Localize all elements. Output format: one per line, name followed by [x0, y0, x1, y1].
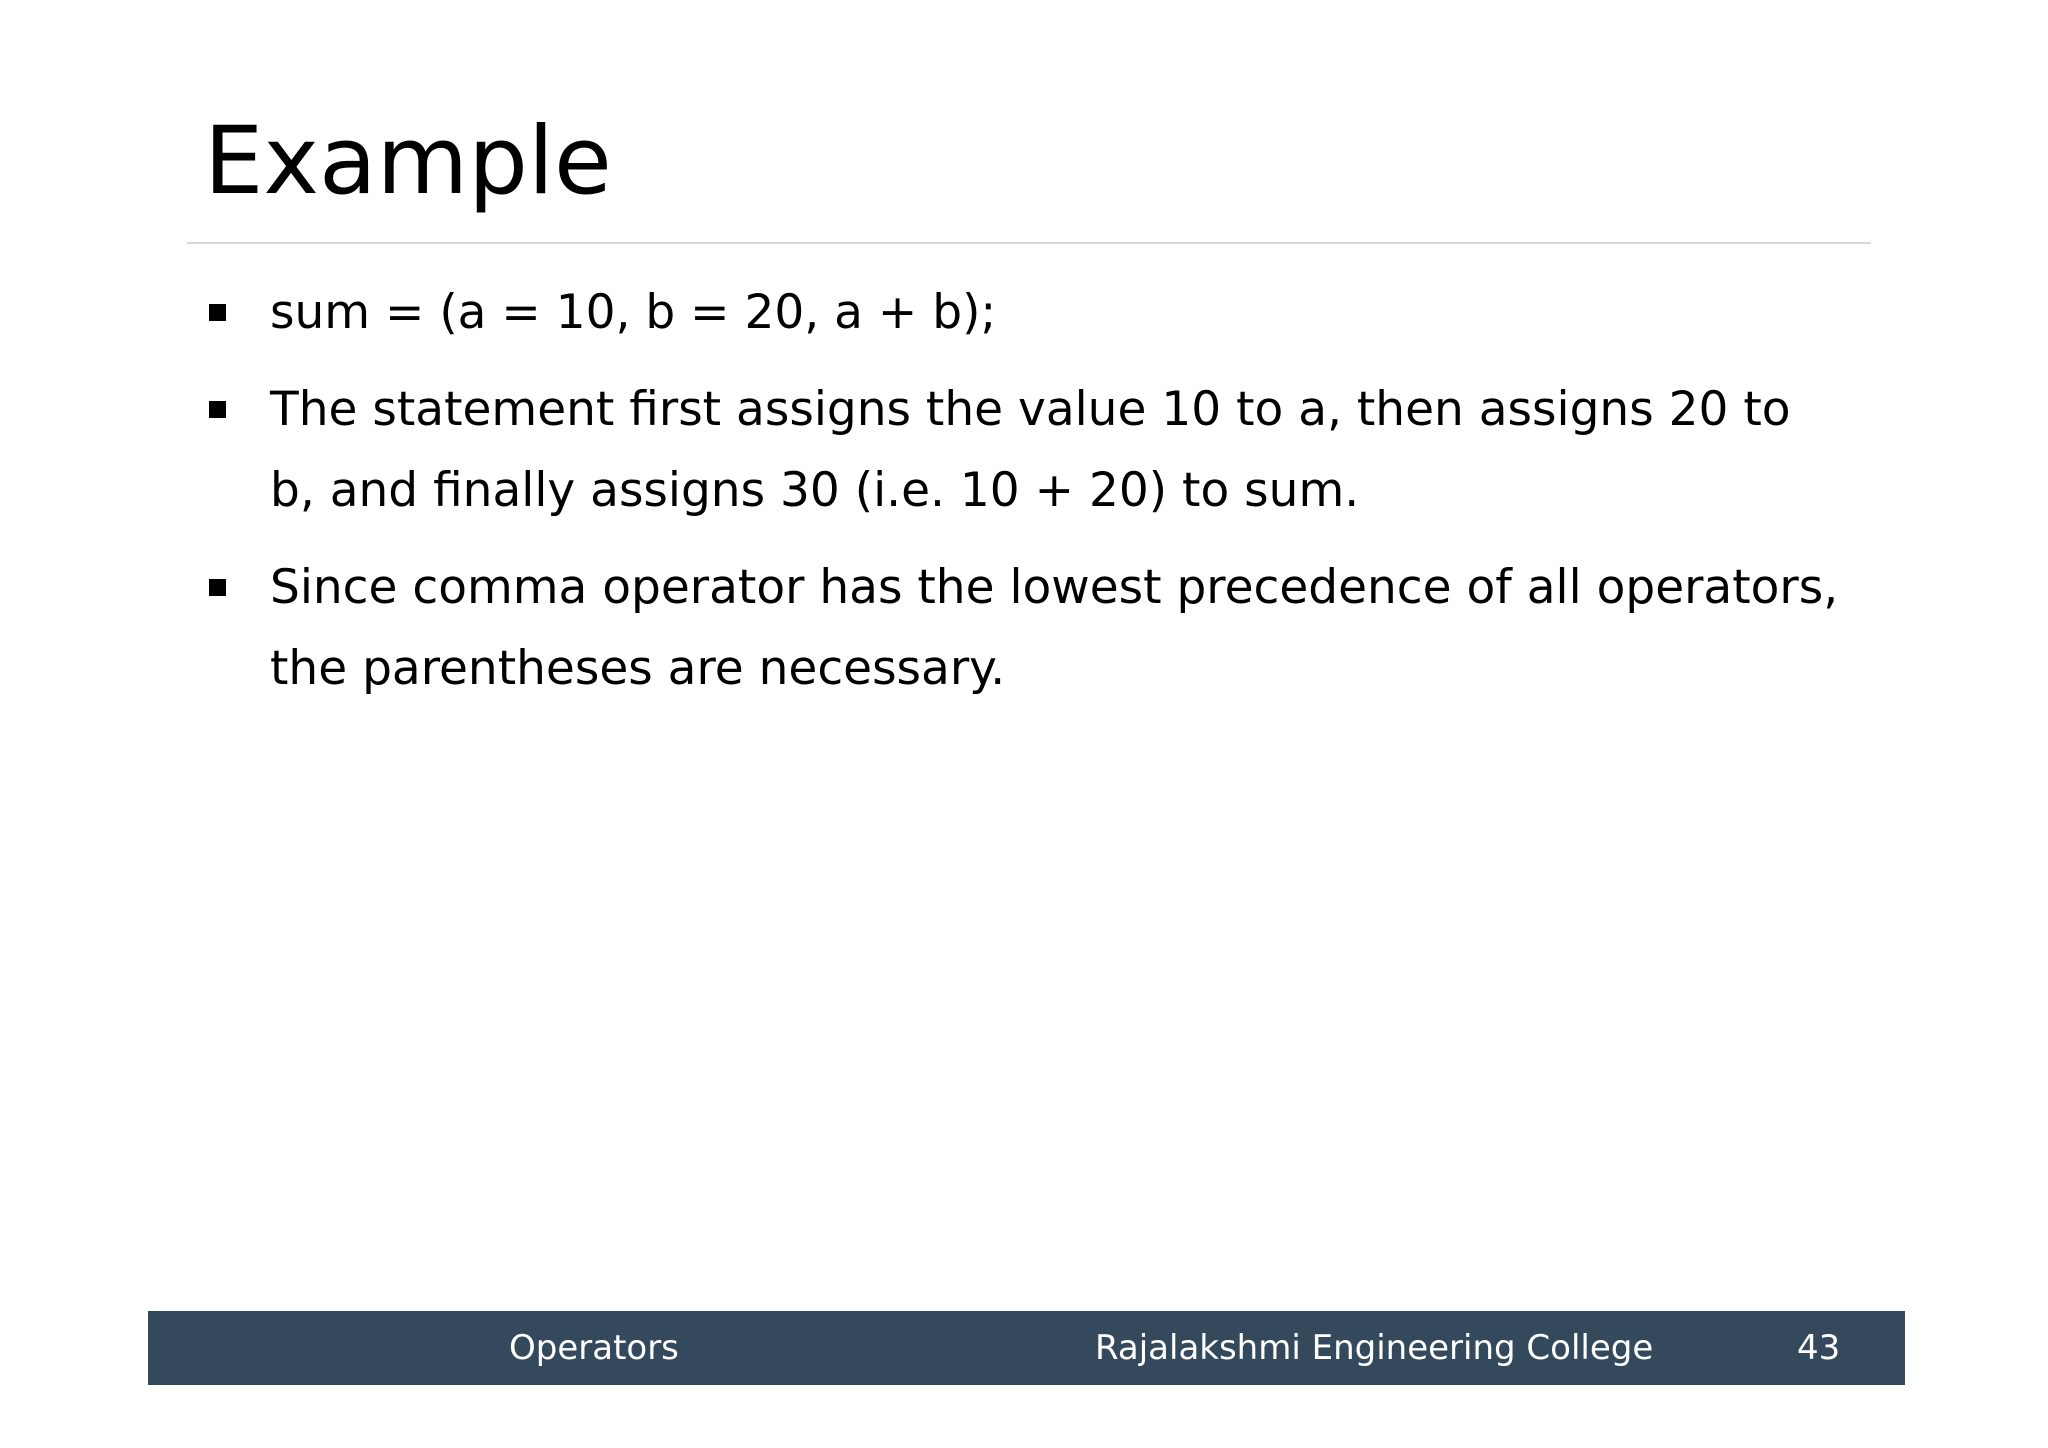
title-divider [187, 242, 1871, 244]
footer-section: Operators [509, 1328, 679, 1368]
slide-title: Example [204, 107, 612, 216]
bullet-text: Since comma operator has the lowest precedence of all operators, the parentheses are necessary. [270, 560, 1839, 696]
bullet-item [0, 547, 1850, 709]
bullet-list [0, 272, 2048, 725]
footer-bar [148, 1311, 1905, 1385]
square-bullet-icon [209, 579, 226, 596]
footer-institution: Rajalakshmi Engineering College [1095, 1328, 1654, 1368]
page-number: 43 [1797, 1328, 1841, 1368]
bullet-text: sum = (a = 10, b = 20, a + b); [270, 285, 997, 340]
bullet-item [0, 272, 1850, 353]
square-bullet-icon [209, 304, 226, 321]
bullet-item [0, 369, 1850, 531]
square-bullet-icon [209, 401, 226, 418]
bullet-text: The statement first assigns the value 10 to a, then assigns 20 to b, and finally assigns 30 (i.e. 10 + 20) to sum. [270, 382, 1791, 518]
